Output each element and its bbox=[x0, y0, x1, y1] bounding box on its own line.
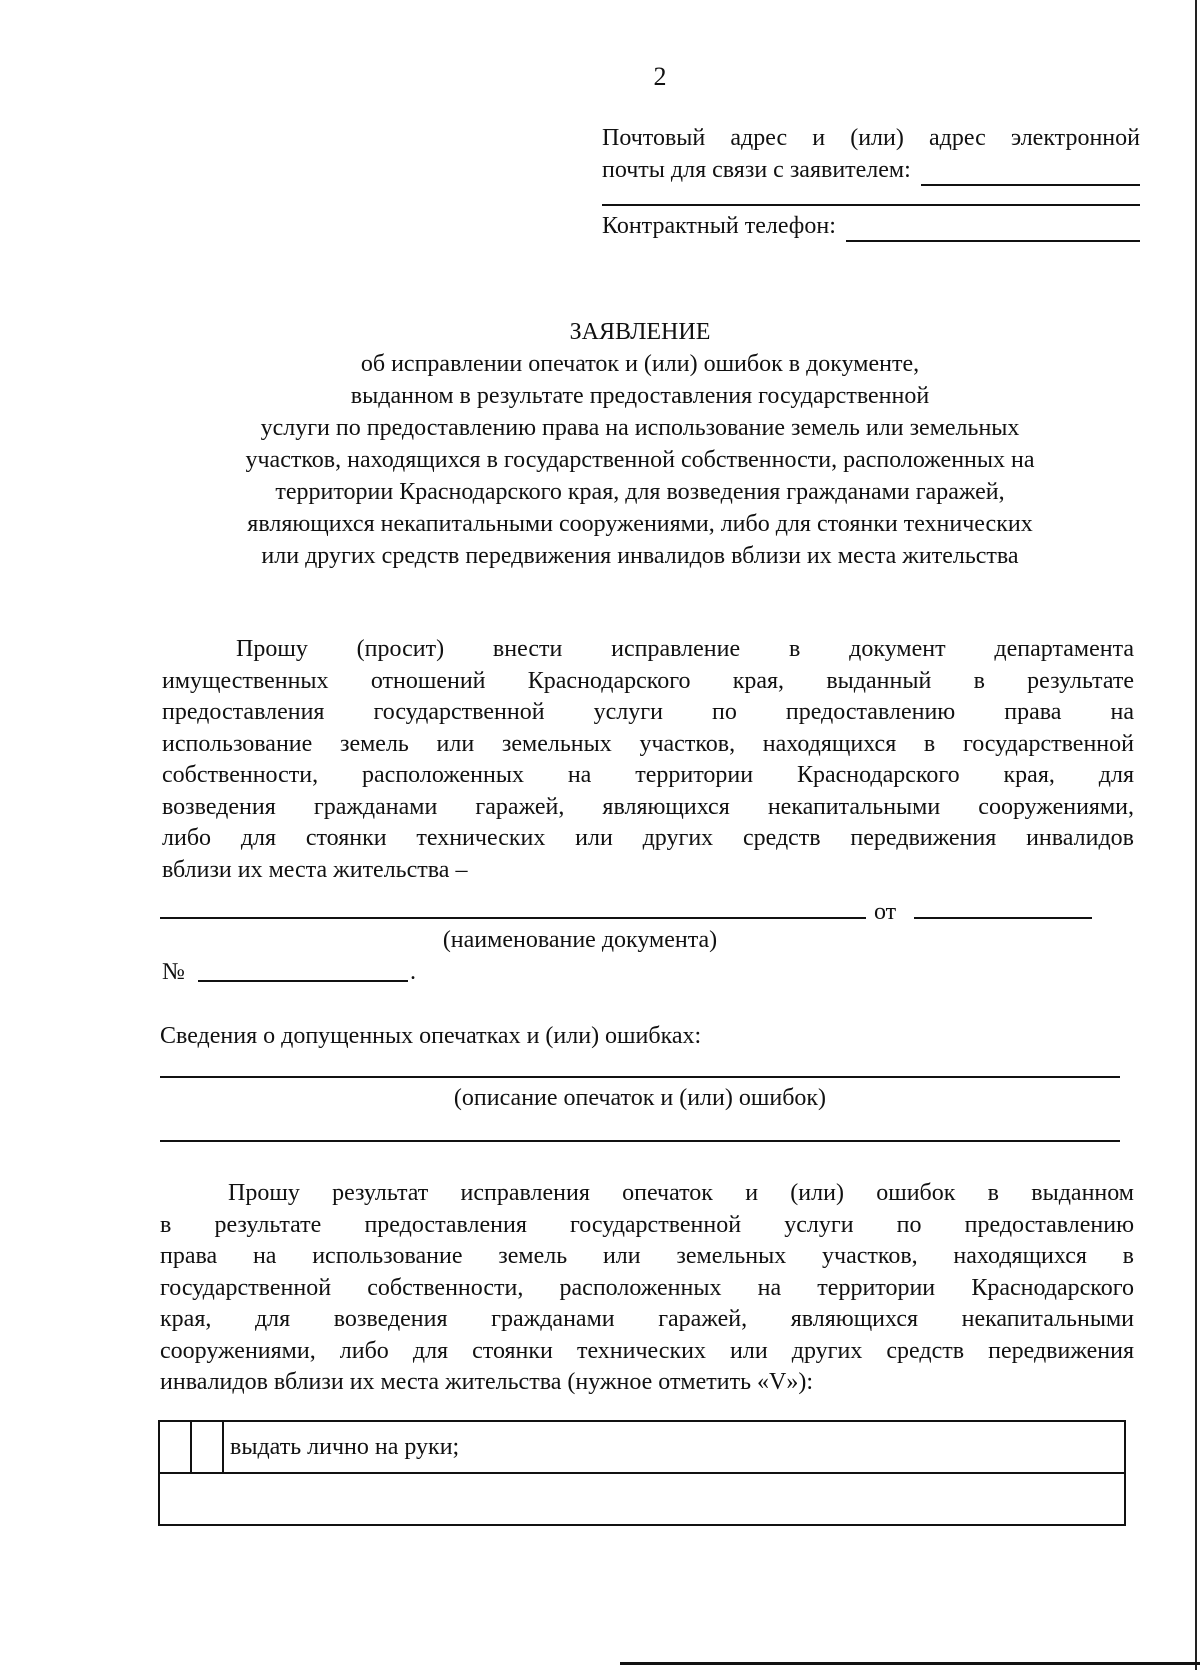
result-line: в результате предоставления государственной услуги по предоставлению bbox=[160, 1211, 1134, 1238]
page-edge-rule bbox=[1195, 0, 1197, 1670]
address-label-line1: Почтовый адрес и (или) адрес электронной bbox=[602, 125, 1140, 151]
document-date-input-line[interactable] bbox=[914, 917, 1092, 919]
request-line: предоставления государственной услуги по предоставлению права на bbox=[162, 699, 1134, 725]
errors-caption: (описание опечаток и (или) ошибок) bbox=[453, 1085, 827, 1111]
address-row bbox=[602, 154, 1140, 186]
request-line: либо для стоянки технических или других средств передвижения инвалидов bbox=[162, 825, 1134, 851]
statement-title bbox=[160, 316, 1120, 572]
phone-row bbox=[602, 210, 1140, 242]
document-number-input-line[interactable] bbox=[198, 980, 408, 982]
page-number: 2 bbox=[653, 62, 667, 91]
request-line: имущественных отношений Краснодарского края, выданный в результате bbox=[162, 667, 1134, 694]
phone-label: Контрактный телефон: bbox=[602, 213, 836, 239]
result-line: края, для возведения гражданами гаражей, являющихся некапитальными bbox=[160, 1306, 1134, 1332]
contact-block bbox=[602, 122, 1140, 242]
request-paragraph bbox=[162, 634, 1134, 886]
option-checkbox-secondary[interactable] bbox=[191, 1421, 223, 1473]
title-line: являющихся некапитальными сооружениями, либо для стоянки технических bbox=[247, 511, 1033, 537]
result-line: инвалидов вблизи их места жительства (нужное отметить «V»): bbox=[160, 1369, 814, 1395]
phone-input-line[interactable] bbox=[846, 214, 1140, 242]
address-extra-line[interactable] bbox=[602, 186, 1140, 206]
option-row bbox=[159, 1421, 1125, 1473]
title-line: об исправлении опечаток и (или) ошибок в документе, bbox=[360, 351, 920, 377]
result-line: государственной собственности, расположенных на территории Краснодарского bbox=[160, 1274, 1134, 1301]
address-label-line2: почты для связи с заявителем: bbox=[602, 157, 911, 183]
request-line: вблизи их места жительства – bbox=[162, 856, 468, 883]
request-line: собственности, расположенных на территории Краснодарского края, для bbox=[162, 762, 1134, 788]
number-label: № bbox=[162, 959, 185, 985]
statement-heading: ЗАЯВЛЕНИЕ bbox=[569, 319, 711, 345]
request-line: использование земель или земельных участков, находящихся в государственной bbox=[162, 730, 1134, 757]
number-suffix: . bbox=[410, 959, 416, 985]
title-line: участков, находящихся в государственной собственности, расположенных на bbox=[245, 447, 1035, 473]
errors-extra-input-line[interactable] bbox=[160, 1140, 1120, 1142]
errors-input-line[interactable] bbox=[160, 1076, 1120, 1078]
result-paragraph bbox=[160, 1178, 1134, 1399]
document-name-caption: (наименование документа) bbox=[442, 927, 718, 953]
from-label: от bbox=[874, 899, 897, 925]
address-input-line[interactable] bbox=[921, 158, 1140, 186]
title-line: выданном в результате предоставления государственной bbox=[350, 383, 930, 409]
result-line: права на использование земель или земельных участков, находящихся в bbox=[160, 1243, 1134, 1269]
result-line: сооружениями, либо для стоянки технических или других средств передвижения bbox=[160, 1337, 1134, 1364]
option-row bbox=[159, 1473, 1125, 1525]
result-line: Прошу результат исправления опечаток и (или) ошибок в выданном bbox=[228, 1180, 1134, 1206]
document-name-input-line[interactable] bbox=[160, 917, 866, 919]
title-line: или других средств передвижения инвалидов вблизи их места жительства bbox=[261, 543, 1019, 569]
bottom-rule bbox=[620, 1662, 1200, 1665]
errors-label: Сведения о допущенных опечатках и (или) ошибках: bbox=[160, 1023, 702, 1049]
request-line: Прошу (просит) внести исправление в документ департамента bbox=[236, 636, 1134, 662]
result-options-table bbox=[158, 1420, 1126, 1526]
request-line: возведения гражданами гаражей, являющихся некапитальными сооружениями, bbox=[162, 793, 1134, 820]
title-line: территории Краснодарского края, для возведения гражданами гаражей, bbox=[275, 479, 1005, 505]
option-empty-cell[interactable] bbox=[159, 1473, 1125, 1525]
option-checkbox[interactable] bbox=[159, 1421, 191, 1473]
option-label: выдать лично на руки; bbox=[223, 1421, 1125, 1473]
title-line: услуги по предоставлению права на использование земель или земельных bbox=[260, 415, 1020, 441]
